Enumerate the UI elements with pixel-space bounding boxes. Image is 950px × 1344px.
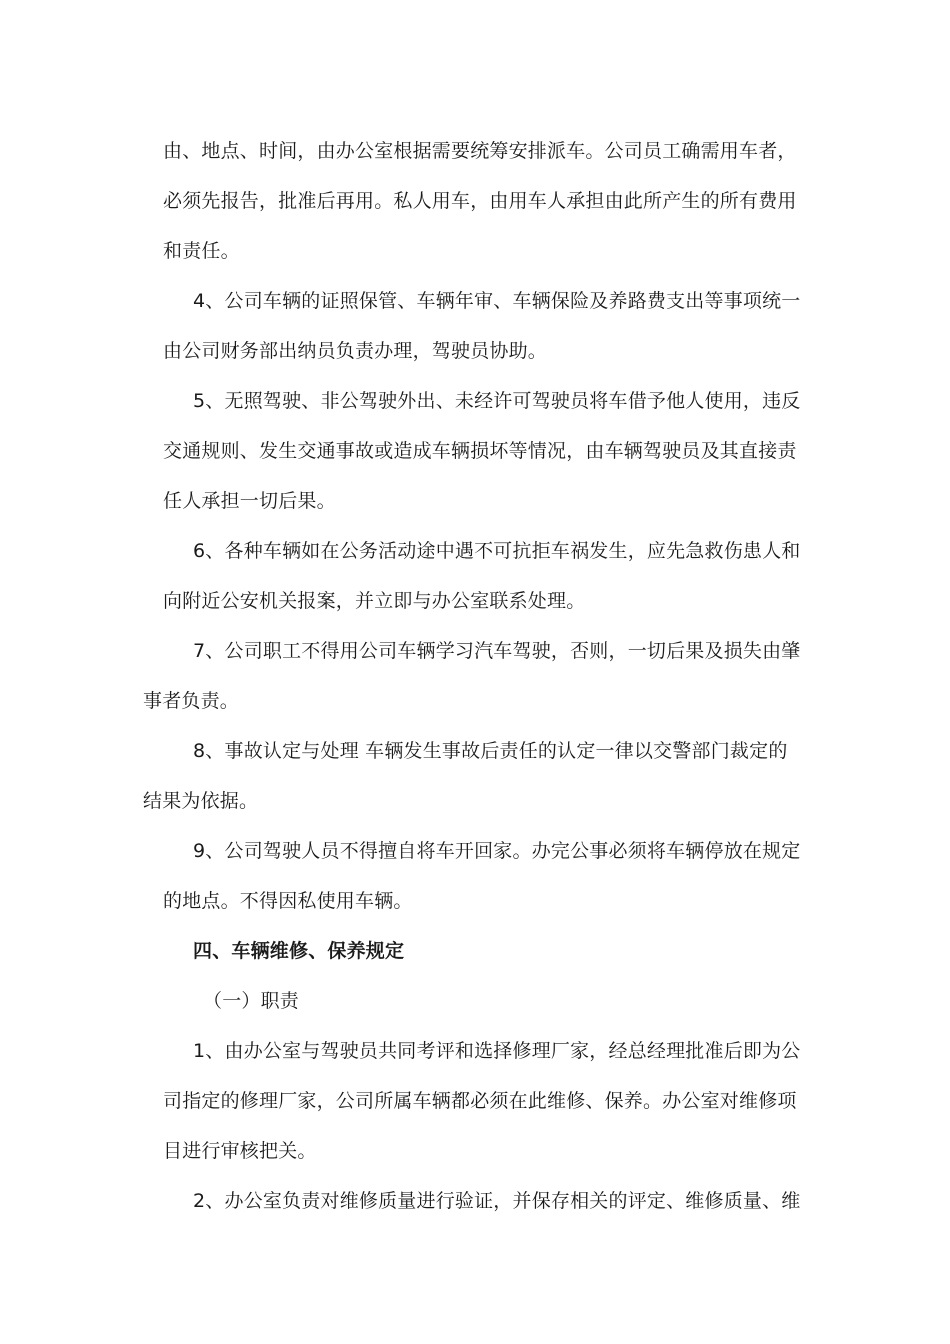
text-line: 5、无照驾驶、非公驾驶外出、未经许可驾驶员将车借予他人使用，违反 xyxy=(193,390,801,412)
text-line: 目进行审核把关。 xyxy=(163,1140,317,1162)
text-line: 2、办公室负责对维修质量进行验证，并保存相关的评定、维修质量、维 xyxy=(193,1190,801,1212)
text-line: 6、各种车辆如在公务活动途中遇不可抗拒车祸发生，应先急救伤患人和 xyxy=(193,540,801,562)
text-line: 事者负责。 xyxy=(143,690,240,712)
text-line: 由公司财务部出纳员负责办理，驾驶员协助。 xyxy=(163,340,548,362)
section-heading: 四、车辆维修、保养规定 xyxy=(193,940,405,962)
text-line: 9、公司驾驶人员不得擅自将车开回家。办完公事必须将车辆停放在规定 xyxy=(193,840,801,862)
text-line: 的地点。不得因私使用车辆。 xyxy=(163,890,413,912)
text-line: 7、公司职工不得用公司车辆学习汽车驾驶，否则，一切后果及损失由肇 xyxy=(193,640,801,662)
text-line: 结果为依据。 xyxy=(143,790,259,812)
subsection-heading: （一）职责 xyxy=(203,990,300,1012)
text-line: 4、公司车辆的证照保管、车辆年审、车辆保险及养路费支出等事项统一 xyxy=(193,290,801,312)
text-line: 1、由办公室与驾驶员共同考评和选择修理厂家，经总经理批准后即为公 xyxy=(193,1040,801,1062)
text-line: 司指定的修理厂家，公司所属车辆都必须在此维修、保养。办公室对维修项 xyxy=(163,1090,797,1112)
text-line: 向附近公安机关报案，并立即与办公室联系处理。 xyxy=(163,590,586,612)
text-line: 8、事故认定与处理 车辆发生事故后责任的认定一律以交警部门裁定的 xyxy=(193,740,788,762)
text-line: 任人承担一切后果。 xyxy=(163,490,336,512)
text-line: 由、地点、时间，由办公室根据需要统筹安排派车。公司员工确需用车者， xyxy=(163,140,797,162)
text-line: 交通规则、发生交通事故或造成车辆损坏等情况，由车辆驾驶员及其直接责 xyxy=(163,440,797,462)
text-line: 和责任。 xyxy=(163,240,240,262)
text-line: 必须先报告，批准后再用。私人用车，由用车人承担由此所产生的所有费用 xyxy=(163,190,797,212)
